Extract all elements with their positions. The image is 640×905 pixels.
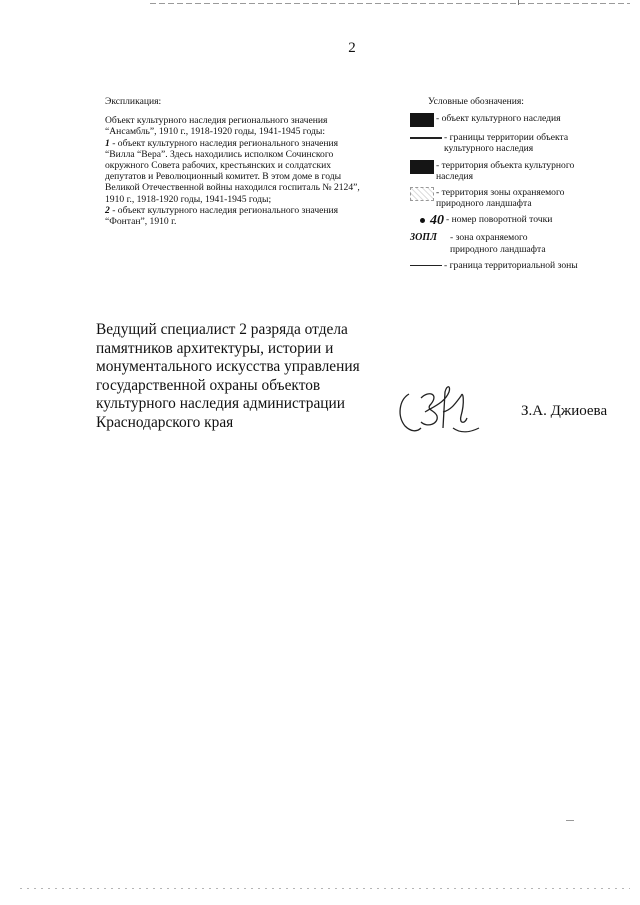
position-line: Краснодарского края [96,413,234,431]
position-line: монументального искусства управления [96,358,360,376]
top-scan-tick [518,0,519,5]
legend-item-boundary [410,132,625,154]
position-line: культурного наследия администрации [96,395,345,413]
item-number: 1 [105,137,110,149]
dotted-swatch-icon [410,187,434,201]
explication-item-2 [105,205,405,216]
position-line: государственной охраны объектов [96,376,321,394]
top-scan-line [150,3,630,4]
legend-label [436,160,574,182]
position-line: памятников архитектуры, истории и [96,339,334,357]
legend-label-line: природного ландшафта [450,243,546,255]
legend-label-line: - зона охраняемого [450,232,528,244]
explication-line: Великой Отечественной войны находился госпиталь № 2124”, [105,182,360,194]
legend-item-territory [410,160,625,182]
legend-label-line: - границы территории объекта [444,132,569,144]
legend-label-line: культурного наследия [444,143,534,155]
legend-label-line: - территория зоны охраняемого [436,187,565,199]
legend-label-line: наследия [436,170,473,182]
point-number: 40 [430,213,444,229]
legend-label-line: - территория объекта культурного [436,159,575,171]
boundary-line-icon [410,137,442,139]
legend-label: - объект культурного наследия [436,113,561,125]
bottom-scan-line [20,888,630,889]
legend-label: - номер поворотной точки [446,214,553,226]
zone-abbreviation: ЗОПЛ [410,232,437,244]
explication-line: Объект культурного наследия регионального значения [105,115,328,127]
legend [410,96,625,276]
item-text: - объект культурного наследия регионального значения [109,137,339,149]
page-number: 2 [348,40,356,56]
signature-position [96,321,416,433]
item-text: - объект культурного наследия регионального значения [109,204,339,216]
legend-item-point-number [410,214,625,227]
position-line: Ведущий специалист 2 разряда отдела [96,321,348,338]
legend-heading: Условные обозначения: [428,96,524,107]
legend-item-landscape-zone [410,187,625,209]
explication-line: “Ансамбль”, 1910 г., 1918-1920 годы, 1941-1945 годы: [105,126,326,138]
dark-swatch-icon [410,160,434,174]
legend-item-territorial-zone [410,260,625,271]
item-number: 2 [105,204,110,216]
explication [105,96,405,227]
legend-label [450,232,546,254]
legend-label: - граница территориальной зоны [444,259,578,271]
explication-line: “Фонтан”, 1910 г. [105,216,177,228]
point-dot-icon [420,218,425,223]
explication-line: окружного Совета рабочих, крестьянских и солдатских [105,160,332,172]
explication-line: депутатов и Революционный комитет. В этом доме в годы [105,171,342,183]
handwritten-signature [395,382,485,440]
explication-item-1 [105,138,405,149]
explication-line: “Вилла “Вера”. Здесь находились исполком Сочинского [105,148,334,160]
legend-item-object [410,113,625,127]
legend-label [436,187,564,209]
signatory-name: З.А. Джиоева [521,403,608,419]
legend-label-line: природного ландшафта [436,198,532,210]
legend-item-zopl [410,232,625,254]
legend-label [444,132,568,154]
zone-line-icon [410,265,442,267]
dark-swatch-icon [410,113,434,127]
explication-heading: Экспликация: [105,96,162,107]
explication-line: 1910 г., 1918-1920 годы, 1941-1945 годы; [105,193,272,205]
margin-tick [566,820,574,821]
